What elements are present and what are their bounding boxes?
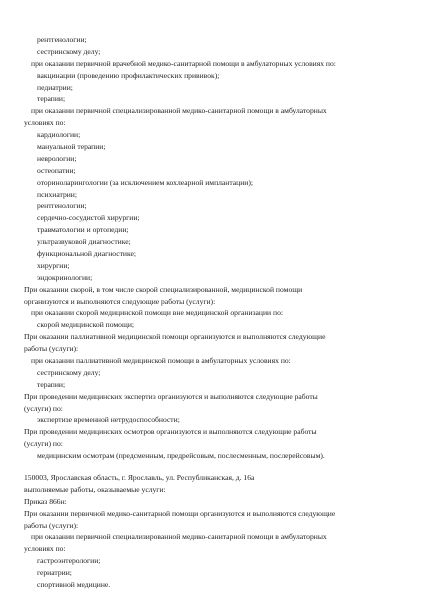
- text-line: гериатрии;: [37, 568, 72, 578]
- text-line: остеопатии;: [37, 165, 76, 175]
- text-line: работы (услуги):: [24, 520, 79, 530]
- text-line: при оказании паллиативной медицинской помощи в амбулаторных условиях по:: [31, 356, 291, 365]
- text-line: При оказании скорой, в том числе скорой специализированной, медицинской помощи: [24, 284, 303, 294]
- text-line: рентгенологии;: [37, 201, 87, 211]
- text-line: хирургии;: [37, 260, 70, 270]
- text-line: При оказании паллиативной медицинской помощи организуются и выполняются следующие: [24, 332, 326, 342]
- text-line: организуются и выполняются следующие работы (услуги):: [24, 296, 216, 306]
- text-line: (услуги) по:: [24, 439, 63, 449]
- text-line: терапии;: [37, 94, 66, 104]
- text-line: при оказании первичной специализированной медико-санитарной помощи в амбулаторных: [31, 532, 327, 542]
- text-line: мануальной терапии;: [37, 142, 106, 151]
- text-line: сердечно-сосудистой хирургии;: [37, 213, 140, 223]
- text-line: сестринскому делу;: [37, 46, 101, 56]
- text-line: педиатрии;: [37, 82, 73, 92]
- text-line: работы (услуги):: [24, 344, 79, 354]
- text-line: Приказ 866н:: [24, 496, 67, 506]
- text-line: оториноларингологии (за исключением кохлеарной имплантации);: [37, 177, 253, 187]
- text-line: спортивной медицине.: [37, 580, 111, 589]
- text-line: ультразвуковой диагностике;: [37, 237, 131, 247]
- text-line: гастроэнтерологии;: [37, 556, 101, 566]
- text-line: при оказании первичной врачебной медико-санитарной помощи в амбулаторных условиях по:: [31, 58, 336, 68]
- text-line: выполняемые работы, оказываемые услуги:: [24, 484, 166, 494]
- text-line: условиях по:: [24, 544, 66, 554]
- text-line: скорой медицинской помощи;: [37, 320, 134, 330]
- text-line: эндокринологии;: [37, 272, 93, 282]
- text-line: 150003, Ярославская область, г. Ярославль, ул. Республиканская, д. 16а: [24, 473, 255, 482]
- text-line: травматологии и ортопедии;: [37, 225, 129, 235]
- text-line: сестринскому делу;: [37, 367, 101, 377]
- text-line: при оказании скорой медицинской помощи вне медицинской организации по:: [31, 308, 283, 318]
- text-line: вакцинации (проведению профилактических прививок);: [37, 70, 220, 80]
- text-line: рентгенологии;: [37, 35, 87, 44]
- text-line: (услуги) по:: [24, 403, 63, 413]
- text-line: При проведении медицинских осмотров организуются и выполняются следующие работы: [24, 427, 317, 437]
- text-line: неврологии;: [37, 153, 77, 163]
- text-line: психиатрии;: [37, 189, 77, 199]
- text-line: экспертизе временной нетрудоспособности;: [37, 415, 180, 425]
- text-line: функциональной диагностике;: [37, 249, 136, 258]
- text-line: медицинским осмотрам (предсменным, предрейсовым, послесменным, послерейсовым).: [37, 451, 325, 461]
- text-line: при оказании первичной специализированной медико-санитарной помощи в амбулаторных: [31, 106, 327, 116]
- text-line: кардиологии;: [37, 130, 81, 140]
- text-line: условиях по:: [24, 118, 66, 128]
- text-line: При проведении медицинских экспертиз организуются и выполняются следующие работы: [24, 391, 318, 401]
- text-line: При оказании первичной медико-санитарной помощи организуются и выполняются следующие: [24, 508, 336, 518]
- text-line: терапии;: [37, 379, 66, 389]
